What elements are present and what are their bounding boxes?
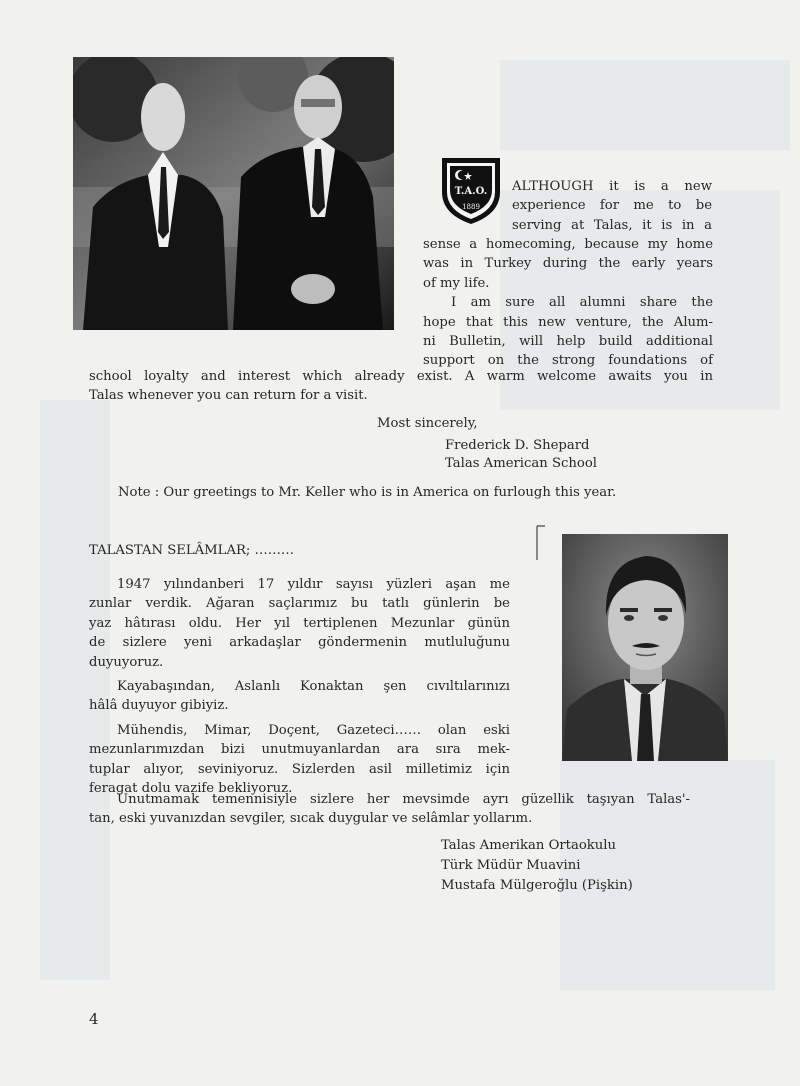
text-line: hâlâ duyuyor gibiyiz.: [89, 698, 229, 714]
text-line: ALTHOUGH it is a new: [512, 179, 712, 194]
portrait-photo: [562, 534, 728, 761]
text-line: tuplar alıyor, seviniyoruz. Sizlerden asil milletimiz için: [89, 761, 510, 777]
letter1-signer-name: Frederick D. Shepard: [445, 438, 590, 453]
text-line: 1947 yılındanberi 17 yıldır sayısı yüzleri aşan me: [117, 577, 510, 592]
emblem-year: 1889: [462, 203, 480, 211]
text-line: experience for me to be: [512, 198, 712, 214]
letter2-signer-title: Türk Müdür Muavini: [441, 858, 581, 873]
show-through-top: [500, 60, 790, 150]
text-line: de sizlere yeni arkadaşlar göndermenin mutluluğunu: [89, 635, 510, 651]
page-number: 4: [89, 1010, 99, 1028]
letter1-wide: [89, 367, 713, 406]
text-line: serving at Talas, it is in a: [512, 217, 712, 233]
photo-two-men: [73, 57, 394, 330]
letter1-signer-org: Talas American School: [445, 456, 597, 471]
letter2-body: [89, 575, 510, 798]
letter2-heading: TALASTAN SELÂMLAR; ………: [89, 543, 295, 558]
text-line: Unutmamak temennisiyle sizlere her mevsimde ayrı güzellik taşıyan Talas'-: [117, 792, 690, 807]
text-line: mezunlarımızdan bizi unutmuyanlardan ara sıra mek-: [89, 742, 510, 758]
text-line: duyuyoruz.: [89, 654, 164, 670]
text-line: ni Bulletin, will help build additional: [423, 334, 713, 350]
text-line: Kayabaşından, Aslanlı Konaktan şen cıvıltılarınızı: [117, 679, 510, 695]
text-line: feragat dolu vazife bekliyoruz.: [89, 781, 293, 797]
text-line: yaz hâtırası oldu. Her yıl tertiplenen Mezunlar günün: [89, 615, 510, 631]
letter2-signer-org: Talas Amerikan Ortaokulu: [441, 838, 616, 853]
text-line: I am sure all alumni share the: [451, 295, 713, 311]
letter2-signer-name: Mustafa Mülgeroğlu (Pişkin): [441, 878, 633, 893]
letter1-note: Note : Our greetings to Mr. Keller who is in America on furlough this year.: [118, 485, 617, 500]
emblem-letters: T.A.O.: [454, 186, 488, 197]
text-line: of my life.: [423, 275, 490, 291]
letter2-wide: [89, 790, 690, 829]
text-line: Talas whenever you can return for a visit.: [89, 388, 368, 404]
text-line: Mühendis, Mimar, Doçent, Gazeteci…… olan eski: [117, 722, 510, 738]
text-line: zunlar verdik. Ağaran saçlarımız bu tatlı günlerin be: [89, 596, 510, 612]
crop-mark-icon: [535, 524, 547, 562]
letter1-closing: Most sincerely,: [377, 416, 478, 431]
text-line: was in Turkey during the early years: [423, 256, 713, 272]
school-emblem-icon: [438, 154, 504, 226]
letter1-body: [423, 235, 713, 371]
text-line: tan, eski yuvanızdan sevgiler, sıcak duygular ve selâmlar yollarım.: [89, 811, 533, 827]
text-line: support on the strong foundations of: [423, 353, 713, 369]
text-line: sense a homecoming, because my home: [423, 237, 713, 252]
letter1-intro: [512, 177, 712, 235]
text-line: hope that this new venture, the Alum-: [423, 314, 713, 330]
text-line: school loyalty and interest which already exist. A warm welcome awaits you in: [89, 369, 713, 384]
